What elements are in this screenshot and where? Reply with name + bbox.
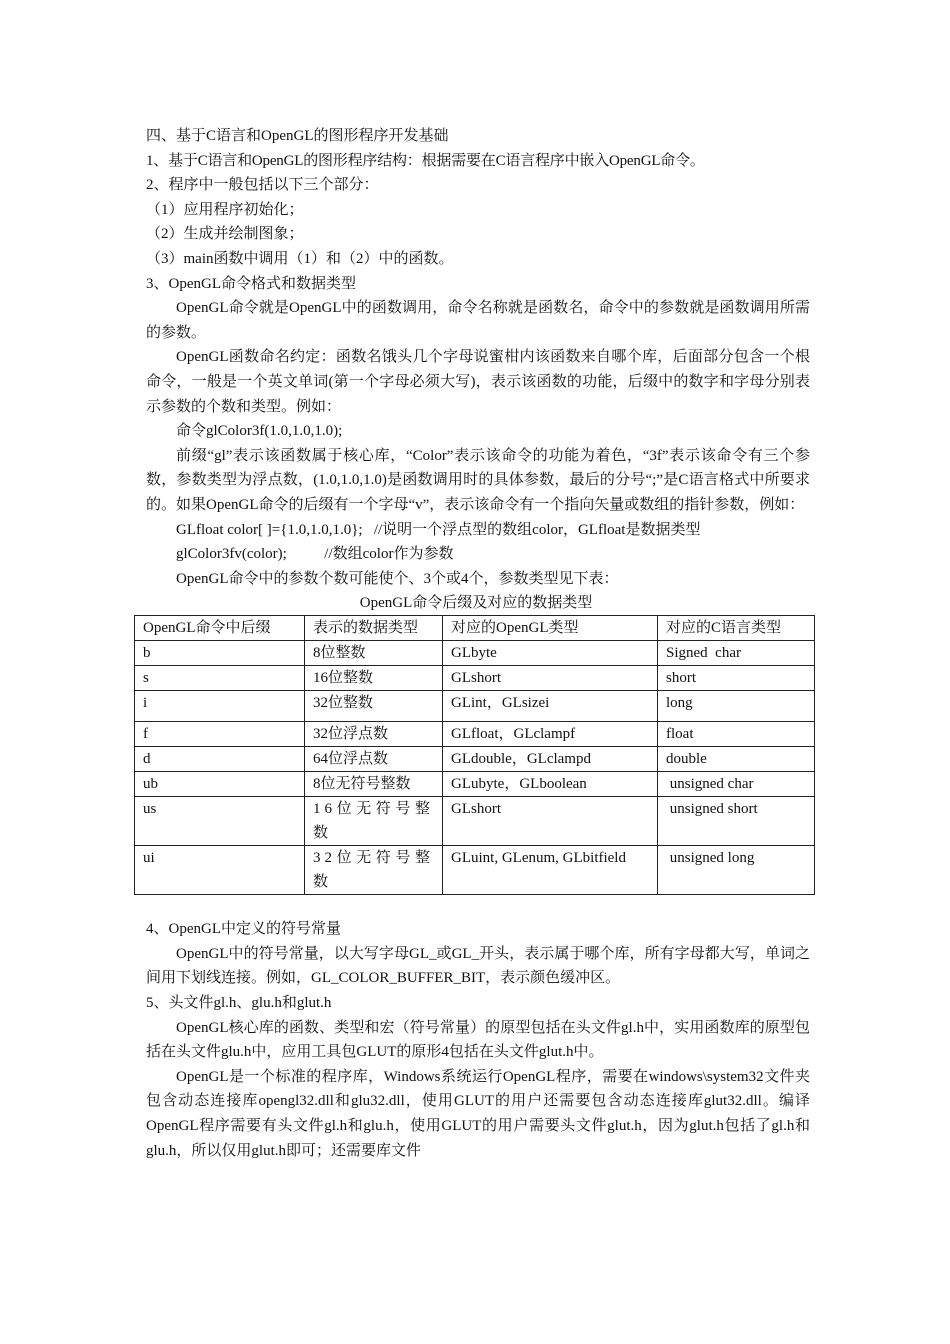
table-row xyxy=(135,691,815,722)
table-cell: 16位整数 xyxy=(305,666,443,691)
table-cell: f xyxy=(135,722,305,747)
table-cell: GLuint, GLenum, GLbitfield xyxy=(443,846,658,895)
table-cell: GLshort xyxy=(443,666,658,691)
table-cell: GLfloat，GLclampf xyxy=(443,722,658,747)
document-page xyxy=(143,124,810,1163)
paragraph-prefix-explanation: 前缀“gl”表示该函数属于核心库，“Color”表示该命令的功能为着色，“3f”表示该命令有三个参数，参数类型为浮点数，(1.0,1.0,1.0)是函数调用时的具体参数，最后的分号“;”是C语言格式中所要求的。如果OpenGL命令的后缀有一个字母“v”，表示该命令有一个指向矢量或数组的指针参数，例如： xyxy=(146,447,810,513)
paragraph-symbol-constants: OpenGL中的符号常量，以大写字母GL_或GL_开头，表示属于哪个库，所有字母都大写，单词之间用下划线连接。例如，GL_COLOR_BUFFER_BIT，表示颜色缓冲区。 xyxy=(146,945,810,987)
table-cell: unsigned long xyxy=(658,846,815,895)
table-cell: unsigned short xyxy=(658,797,815,846)
section-heading: 四、基于C语言和OpenGL的图形程序开发基础 xyxy=(146,128,449,144)
table-header-row xyxy=(135,616,815,641)
sub-item-2: （2）生成并绘制图象； xyxy=(146,226,304,243)
sub-item-3: （3）main函数中调用（1）和（2）中的函数。 xyxy=(146,250,454,267)
table-cell: 64位浮点数 xyxy=(305,747,443,772)
table-cell: us xyxy=(135,797,305,846)
table-cell: GLdouble，GLclampd xyxy=(443,747,658,772)
table-cell: 32位无符号整数 xyxy=(305,846,443,895)
table-row xyxy=(135,797,815,846)
table-cell: long xyxy=(658,691,815,722)
sub-item-1: （1）应用程序初始化； xyxy=(146,201,304,218)
table-cell: GLbyte xyxy=(443,641,658,666)
paragraph-header-files: OpenGL核心库的函数、类型和宏（符号常量）的原型包括在头文件gl.h中，实用函数库的原型包括在头文件glu.h中，应用工具包GLUT的原形4包括在头文件glut.h中。 xyxy=(146,1019,810,1061)
list-item-4: 4、OpenGL中定义的符号常量 xyxy=(146,921,341,938)
table-cell: 16位无符号整数 xyxy=(305,797,443,846)
table-cell: ub xyxy=(135,772,305,797)
table-header-cell: 对应的C语言类型 xyxy=(658,616,815,641)
code-line-2: glColor3fv(color); //数组color作为参数 xyxy=(176,546,454,563)
list-item-3: 3、OpenGL命令格式和数据类型 xyxy=(146,275,356,292)
list-item-2: 2、程序中一般包括以下三个部分： xyxy=(146,177,379,194)
list-item-5: 5、头文件gl.h、glu.h和glut.h xyxy=(146,995,332,1012)
table-row xyxy=(135,722,815,747)
table-row xyxy=(135,666,815,691)
table-header-cell: 表示的数据类型 xyxy=(305,616,443,641)
paragraph-library-files: OpenGL是一个标准的程序库，Windows系统运行OpenGL程序，需要在windows\system32文件夹包含动态连接库opengl32.dll和glu32.dll，使用GLUT的用户还需要包含动态连接库glut32.dll。编译OpenGL程序需要有头文件gl.h和glu.h，使用GLUT的用户需要头文件glut.h，因为glut.h包括了gl.h和glu.h，所以仅用glut.h即可；还需要库文件 xyxy=(146,1068,810,1159)
table-cell: float xyxy=(658,722,815,747)
table-row xyxy=(135,772,815,797)
table-cell: b xyxy=(135,641,305,666)
table-cell: 32位浮点数 xyxy=(305,722,443,747)
table-cell: 8位整数 xyxy=(305,641,443,666)
table-row xyxy=(135,846,815,895)
table-caption: OpenGL命令后缀及对应的数据类型 xyxy=(359,595,593,612)
table-cell: GLshort xyxy=(443,797,658,846)
table-cell: double xyxy=(658,747,815,772)
table-cell: GLint，GLsizei xyxy=(443,691,658,722)
list-item-1: 1、基于C语言和OpenGL的图形程序结构：根据需要在C语言程序中嵌入OpenGL命令。 xyxy=(146,152,705,169)
paragraph-naming-convention: OpenGL函数命名约定：函数名饿头几个字母说蜜柑内该函数来自哪个库，后面部分包含一个根命令，一般是一个英文单词(第一个字母必须大写)，表示该函数的功能，后缀中的数字和字母分别表示参数的个数和类型。例如： xyxy=(146,349,810,415)
spacer xyxy=(146,895,810,917)
table-row xyxy=(135,641,815,666)
table-header-cell: 对应的OpenGL类型 xyxy=(443,616,658,641)
table-row xyxy=(135,747,815,772)
table-cell: Signed char xyxy=(658,641,815,666)
table-cell: short xyxy=(658,666,815,691)
table-header-cell: OpenGL命令中后缀 xyxy=(135,616,305,641)
table-cell: unsigned char xyxy=(658,772,815,797)
table-cell: d xyxy=(135,747,305,772)
table-cell: 8位无符号整数 xyxy=(305,772,443,797)
table-cell: GLubyte，GLboolean xyxy=(443,772,658,797)
code-line-1: GLfloat color[ ]={1.0,1.0,1.0}; //说明一个浮点型的数组color，GLfloat是数据类型 xyxy=(176,521,701,538)
paragraph-command-intro: OpenGL命令就是OpenGL中的函数调用，命令名称就是函数名，命令中的参数就是函数调用所需的参数。 xyxy=(146,300,810,341)
table-cell: i xyxy=(135,691,305,722)
example-command: 命令glColor3f(1.0,1.0,1.0); xyxy=(176,423,343,440)
paragraph-parameter-count: OpenGL命令中的参数个数可能使个、3个或4个，参数类型见下表： xyxy=(176,570,619,587)
table-cell: 32位整数 xyxy=(305,691,443,722)
table-cell: s xyxy=(135,666,305,691)
table-cell: ui xyxy=(135,846,305,895)
suffix-type-table xyxy=(134,615,815,895)
